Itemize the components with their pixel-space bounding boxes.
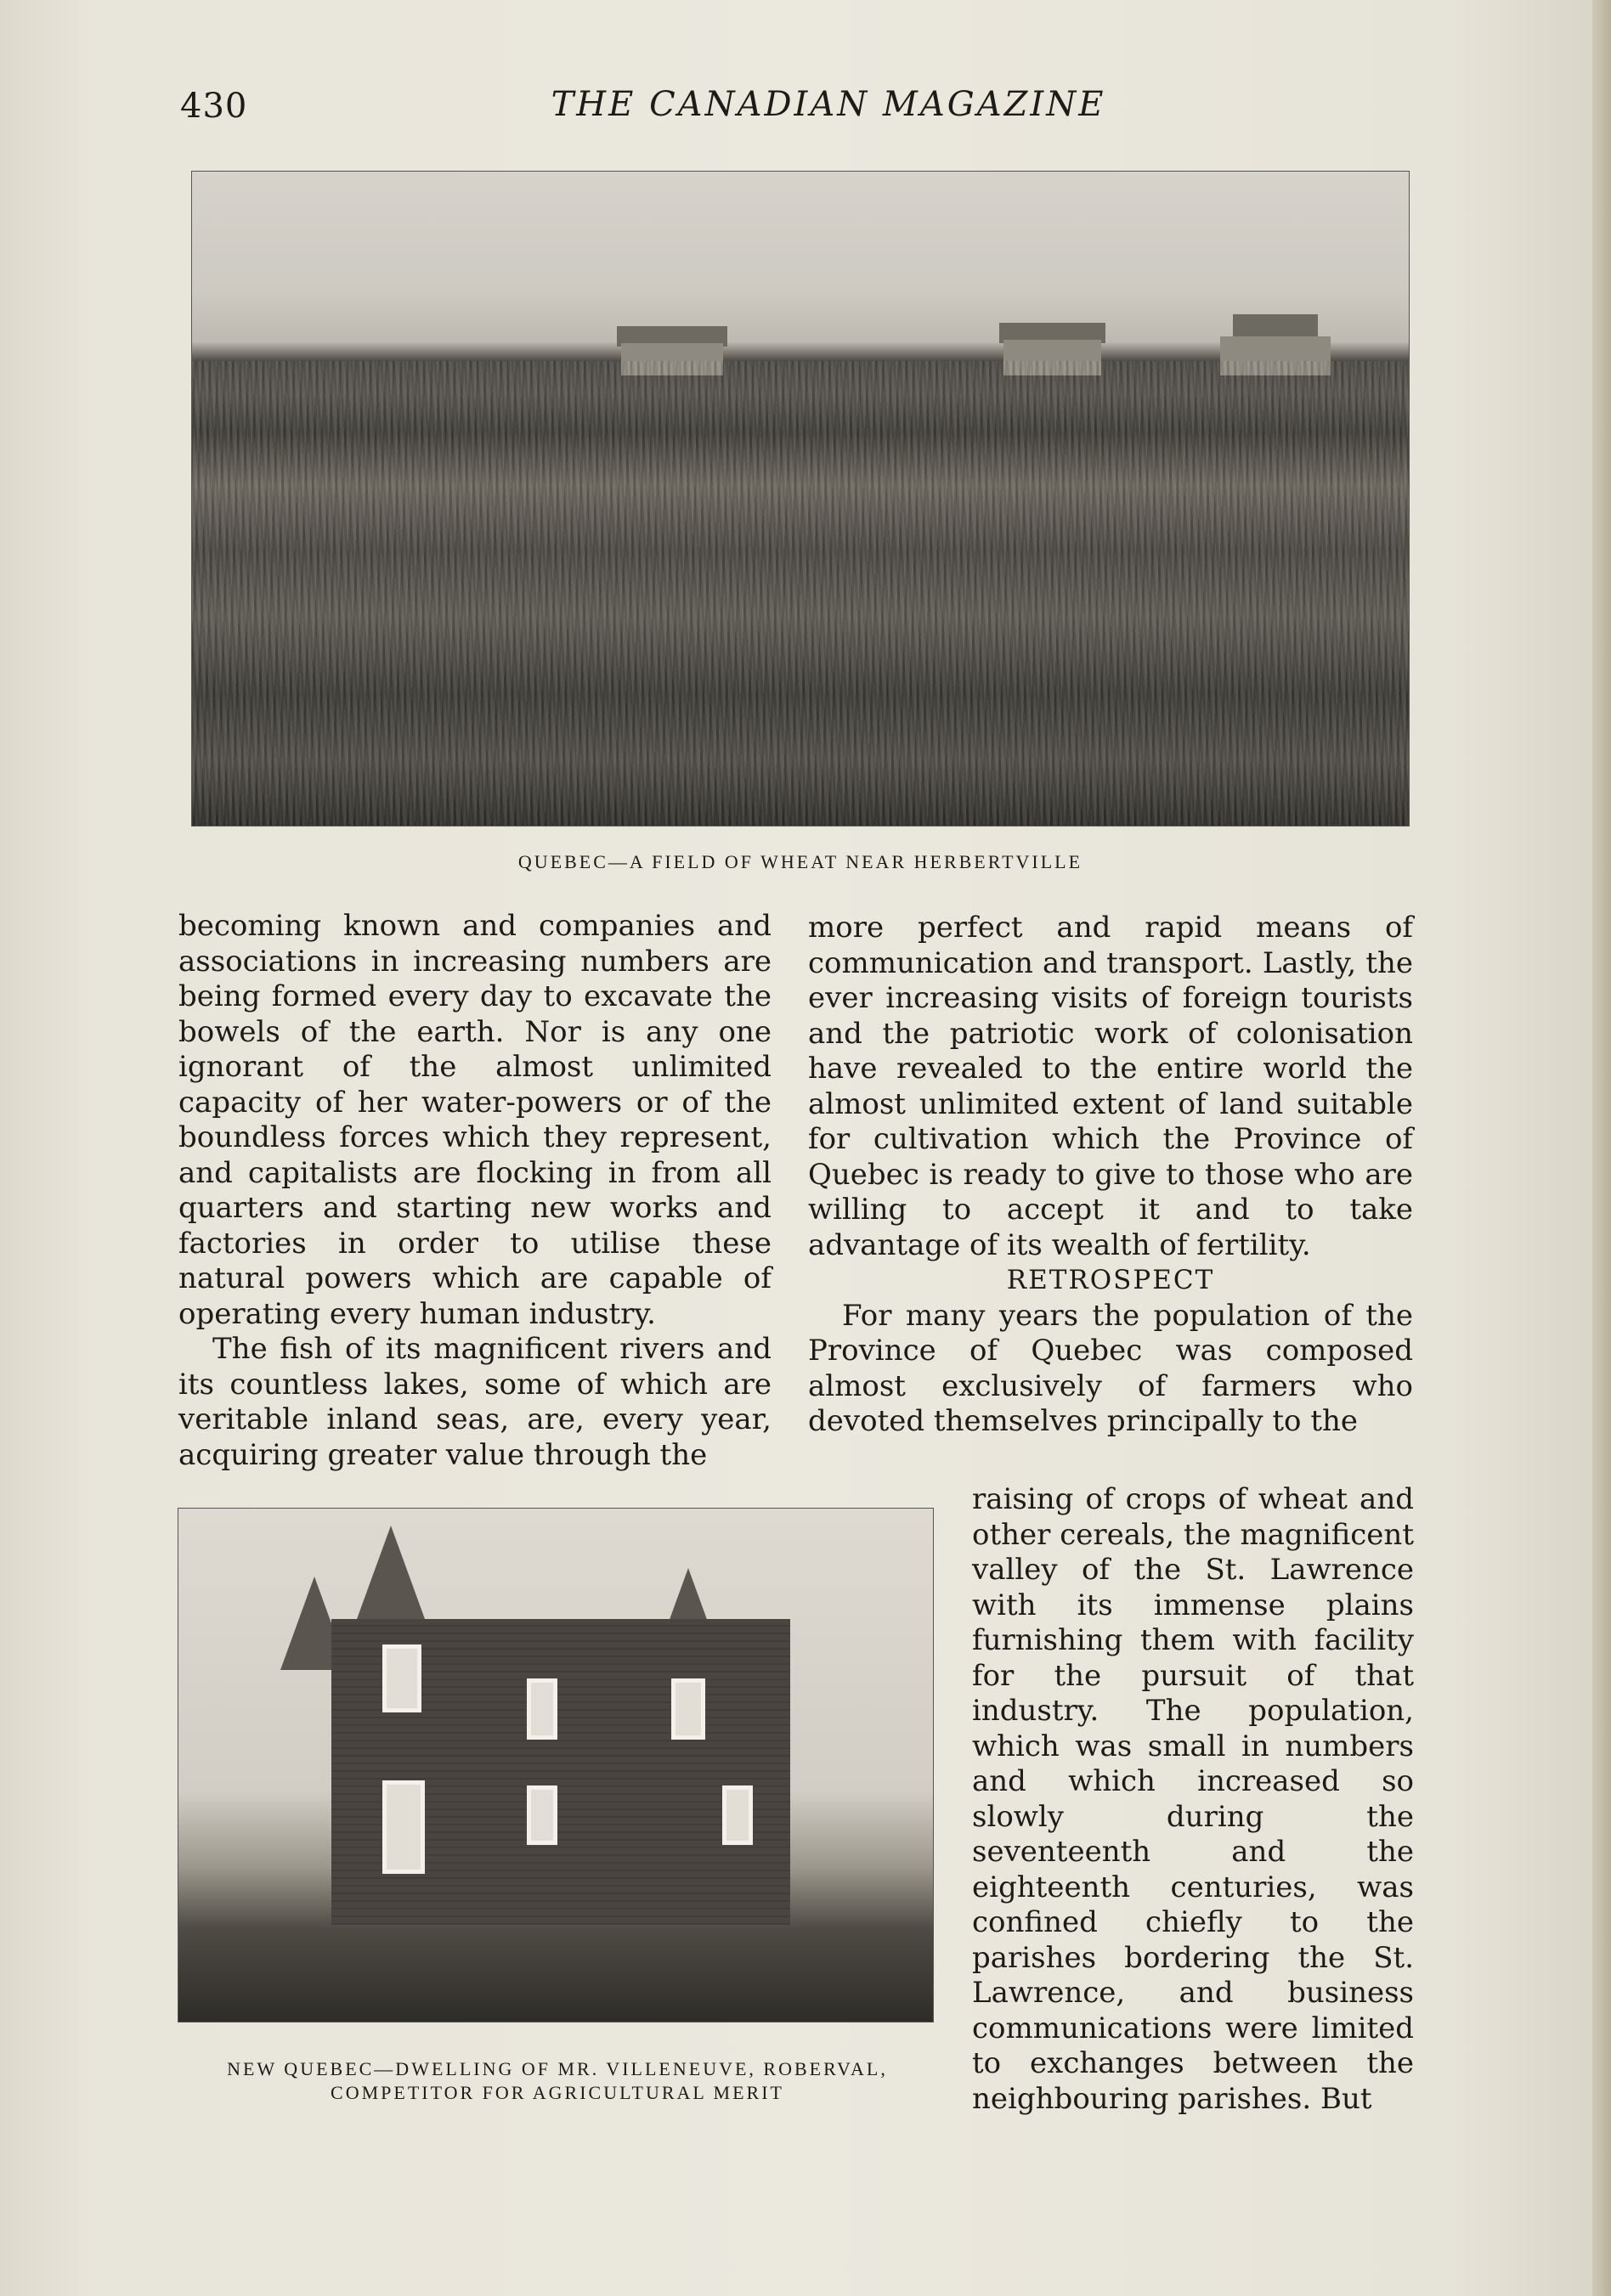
right-paragraph-2: For many years the population of the Province of Quebec was composed almost exclusively of farmers who devoted themselves principally to the: [808, 1298, 1413, 1438]
house-gable-shape: [357, 1526, 425, 1619]
right-paragraph-3: raising of crops of wheat and other cereals, the magnificent valley of the St. Lawrence with its immense plains furnishing them with facility for the pursuit of that industry. The population, which was small in numbers and which increased so slowly during the seventeenth and the eighteenth centuries, was confined chiefly to the parishes bordering the St. Lawrence, and business communications were limited to exchanges between the neighbouring parishes. But: [972, 1482, 1414, 2116]
wheat-field-photo-icon: [192, 172, 1409, 826]
running-title: THE CANADIAN MAGAZINE: [551, 85, 1106, 124]
window-shape: [527, 1785, 557, 1845]
top-figure-caption: QUEBEC—A FIELD OF WHEAT NEAR HERBERTVILLE: [517, 851, 1083, 872]
left-column: [178, 909, 772, 1473]
window-shape: [382, 1644, 421, 1712]
page-number: 430: [180, 87, 248, 126]
right-column: [808, 911, 1413, 1440]
left-paragraph-1: becoming known and companies and associations in increasing numbers are being formed every day to excavate the bowels of the earth. Nor is any one ignorant of the almost unlimited capacity of her water-powers or of the boundless forces which they represent, and capitalists are flocking in from all quarters and starting new works and factories in order to utilise these natural powers which are capable of operating every human industry.: [178, 909, 772, 1331]
right-column-wrap: [972, 1482, 1414, 2117]
window-shape: [527, 1678, 557, 1740]
section-heading: RETROSPECT: [1006, 1265, 1215, 1295]
right-paragraph-1: more perfect and rapid means of communication and transport. Lastly, the ever increasing visits of foreign tourists and the patriotic work of colonisation have revealed to the entire world the almost unlimited extent of land suitable for cultivation which the Province of Quebec is ready to give to those who are willing to accept it and to take advantage of its wealth of fertility.: [808, 911, 1413, 1262]
left-paragraph-2: The fish of its magnificent rivers and its countless lakes, some of which are veritable inland seas, are, every year, acquiring greater value through the: [178, 1332, 772, 1472]
window-shape: [382, 1780, 425, 1874]
bottom-figure-caption: [167, 2057, 948, 2105]
binding-edge: [1592, 0, 1611, 2296]
farmhouse-shape: [1233, 314, 1318, 338]
window-shape: [722, 1785, 753, 1845]
bottom-caption-line-2: COMPETITOR FOR AGRICULTURAL MERIT: [331, 2082, 784, 2103]
house-body-shape: [331, 1619, 790, 1925]
house-photo-icon: [178, 1509, 933, 2022]
bottom-caption-line-1: NEW QUEBEC—DWELLING OF MR. VILLENEUVE, ROBERVAL,: [227, 2058, 888, 2079]
window-shape: [671, 1678, 705, 1740]
wheat-texture: [192, 361, 1409, 826]
